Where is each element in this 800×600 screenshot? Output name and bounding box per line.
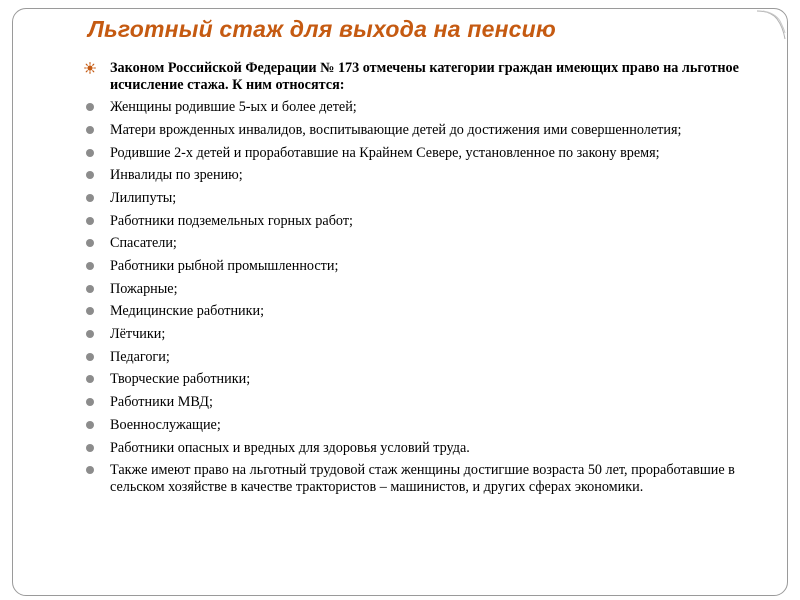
list-item-text: Пожарные;: [110, 280, 178, 297]
list-item-text: Работники рыбной промышленности;: [110, 258, 339, 274]
dot-bullet-icon: [86, 307, 94, 315]
list-item-text: Военнослужащие;: [110, 416, 221, 433]
dot-bullet-icon: [86, 103, 94, 111]
list-item: [84, 462, 774, 495]
corner-ornament-icon: [753, 9, 787, 43]
list-item: [84, 235, 774, 252]
list-item-text: Лётчики;: [110, 326, 166, 343]
list-item-text: Медицинские работники;: [110, 303, 265, 320]
list-item: [84, 258, 774, 275]
sun-bullet-icon: [84, 62, 96, 74]
dot-bullet-icon: [86, 194, 94, 202]
list-item: [84, 122, 774, 139]
slide-title: Льготный стаж для выхода на пенсию: [88, 16, 556, 42]
list-item-text: Женщины родившие 5-ых и более детей;: [110, 99, 357, 116]
list-item: [84, 213, 774, 230]
intro-item: [84, 60, 774, 93]
list-item: [84, 167, 774, 184]
content-list: [84, 60, 774, 501]
list-item: [84, 99, 774, 116]
list-item-text: Работники МВД;: [110, 394, 213, 411]
dot-bullet-icon: [86, 421, 94, 429]
list-item-text: Также имеют право на льготный трудовой стаж женщины достигшие возраста 50 лет, проработавшие в сельском хозяйстве в качестве трактористов – машинистов, и других сферах экономики.: [110, 462, 735, 495]
dot-bullet-icon: [86, 330, 94, 338]
list-item: [84, 145, 774, 162]
list-item-text: Родившие 2-х детей и проработавшие на Крайнем Севере, установленное по закону время;: [110, 144, 660, 161]
list-item: [84, 349, 774, 366]
list-item-text: Работники подземельных горных работ;: [110, 212, 353, 229]
dot-bullet-icon: [86, 149, 94, 157]
list-item: [84, 190, 774, 207]
list-item-text: Работники опасных и вредных для здоровья условий труда.: [110, 439, 470, 456]
dot-bullet-icon: [86, 375, 94, 383]
dot-bullet-icon: [86, 444, 94, 452]
intro-text: Законом Российской Федерации № 173 отмечены категории граждан имеющих право на льготное исчисление стажа. К ним относятся:: [110, 60, 739, 93]
list-item: [84, 394, 774, 411]
list-item-text: Педагоги;: [110, 348, 170, 365]
list-item: [84, 440, 774, 457]
dot-bullet-icon: [86, 239, 94, 247]
dot-bullet-icon: [86, 398, 94, 406]
dot-bullet-icon: [86, 353, 94, 361]
list-item: [84, 417, 774, 434]
list-item: [84, 281, 774, 298]
list-item-text: Спасатели;: [110, 235, 177, 252]
dot-bullet-icon: [86, 171, 94, 179]
dot-bullet-icon: [86, 285, 94, 293]
dot-bullet-icon: [86, 466, 94, 474]
dot-bullet-icon: [86, 217, 94, 225]
dot-bullet-icon: [86, 126, 94, 134]
list-item-text: Матери врожденных инвалидов, воспитывающие детей до достижения ими совершеннолетия;: [110, 121, 682, 138]
list-item-text: Творческие работники;: [110, 371, 251, 388]
list-item: [84, 326, 774, 343]
list-item: [84, 303, 774, 320]
list-item-text: Инвалиды по зрению;: [110, 167, 243, 184]
list-item-text: Лилипуты;: [110, 189, 177, 206]
dot-bullet-icon: [86, 262, 94, 270]
list-item: [84, 371, 774, 388]
